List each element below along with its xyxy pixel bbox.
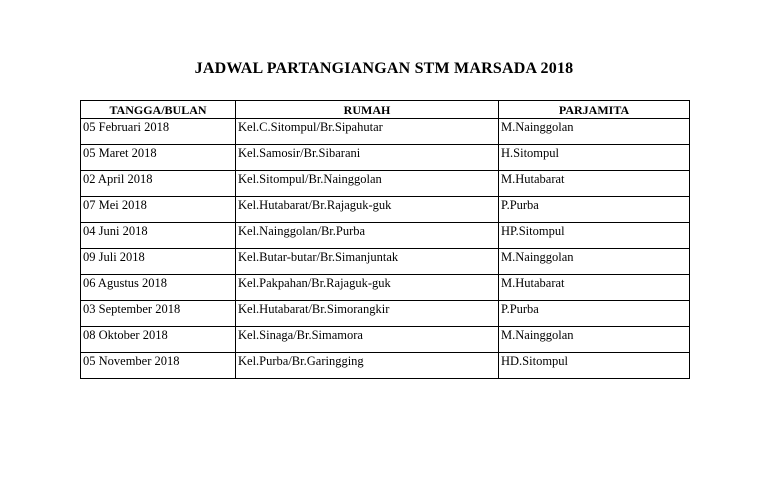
house-cell: Kel.Sinaga/Br.Simamora <box>236 327 499 353</box>
house-cell: Kel.C.Sitompul/Br.Sipahutar <box>236 119 499 145</box>
house-cell: Kel.Butar-butar/Br.Simanjuntak <box>236 249 499 275</box>
speaker-cell: M.Nainggolan <box>499 249 690 275</box>
date-cell: 07 Mei 2018 <box>81 197 236 223</box>
speaker-cell: P.Purba <box>499 301 690 327</box>
speaker-cell: M.Nainggolan <box>499 119 690 145</box>
date-cell: 09 Juli 2018 <box>81 249 236 275</box>
table-row <box>81 197 690 223</box>
speaker-cell: H.Sitompul <box>499 145 690 171</box>
house-cell: Kel.Samosir/Br.Sibarani <box>236 145 499 171</box>
house-cell: Kel.Hutabarat/Br.Rajaguk-guk <box>236 197 499 223</box>
header-date: TANGGA/BULAN <box>81 101 236 119</box>
table-row <box>81 353 690 379</box>
table-row <box>81 275 690 301</box>
house-cell: Kel.Purba/Br.Garingging <box>236 353 499 379</box>
house-cell: Kel.Nainggolan/Br.Purba <box>236 223 499 249</box>
house-cell: Kel.Sitompul/Br.Nainggolan <box>236 171 499 197</box>
table-row <box>81 145 690 171</box>
speaker-cell: M.Hutabarat <box>499 171 690 197</box>
table-row <box>81 249 690 275</box>
house-cell: Kel.Hutabarat/Br.Simorangkir <box>236 301 499 327</box>
table-header-row <box>81 101 690 119</box>
document-title: JADWAL PARTANGIANGAN STM MARSADA 2018 <box>194 60 574 77</box>
header-speaker: PARJAMITA <box>499 101 690 119</box>
speaker-cell: P.Purba <box>499 197 690 223</box>
date-cell: 05 Februari 2018 <box>81 119 236 145</box>
table-row <box>81 301 690 327</box>
header-house: RUMAH <box>236 101 499 119</box>
table-row <box>81 119 690 145</box>
table-row <box>81 327 690 353</box>
date-cell: 05 Maret 2018 <box>81 145 236 171</box>
speaker-cell: HD.Sitompul <box>499 353 690 379</box>
date-cell: 05 November 2018 <box>81 353 236 379</box>
date-cell: 02 April 2018 <box>81 171 236 197</box>
speaker-cell: M.Hutabarat <box>499 275 690 301</box>
date-cell: 03 September 2018 <box>81 301 236 327</box>
table-row <box>81 223 690 249</box>
date-cell: 08 Oktober 2018 <box>81 327 236 353</box>
table-row <box>81 171 690 197</box>
speaker-cell: HP.Sitompul <box>499 223 690 249</box>
house-cell: Kel.Pakpahan/Br.Rajaguk-guk <box>236 275 499 301</box>
speaker-cell: M.Nainggolan <box>499 327 690 353</box>
date-cell: 04 Juni 2018 <box>81 223 236 249</box>
date-cell: 06 Agustus 2018 <box>81 275 236 301</box>
schedule-table <box>80 100 690 379</box>
